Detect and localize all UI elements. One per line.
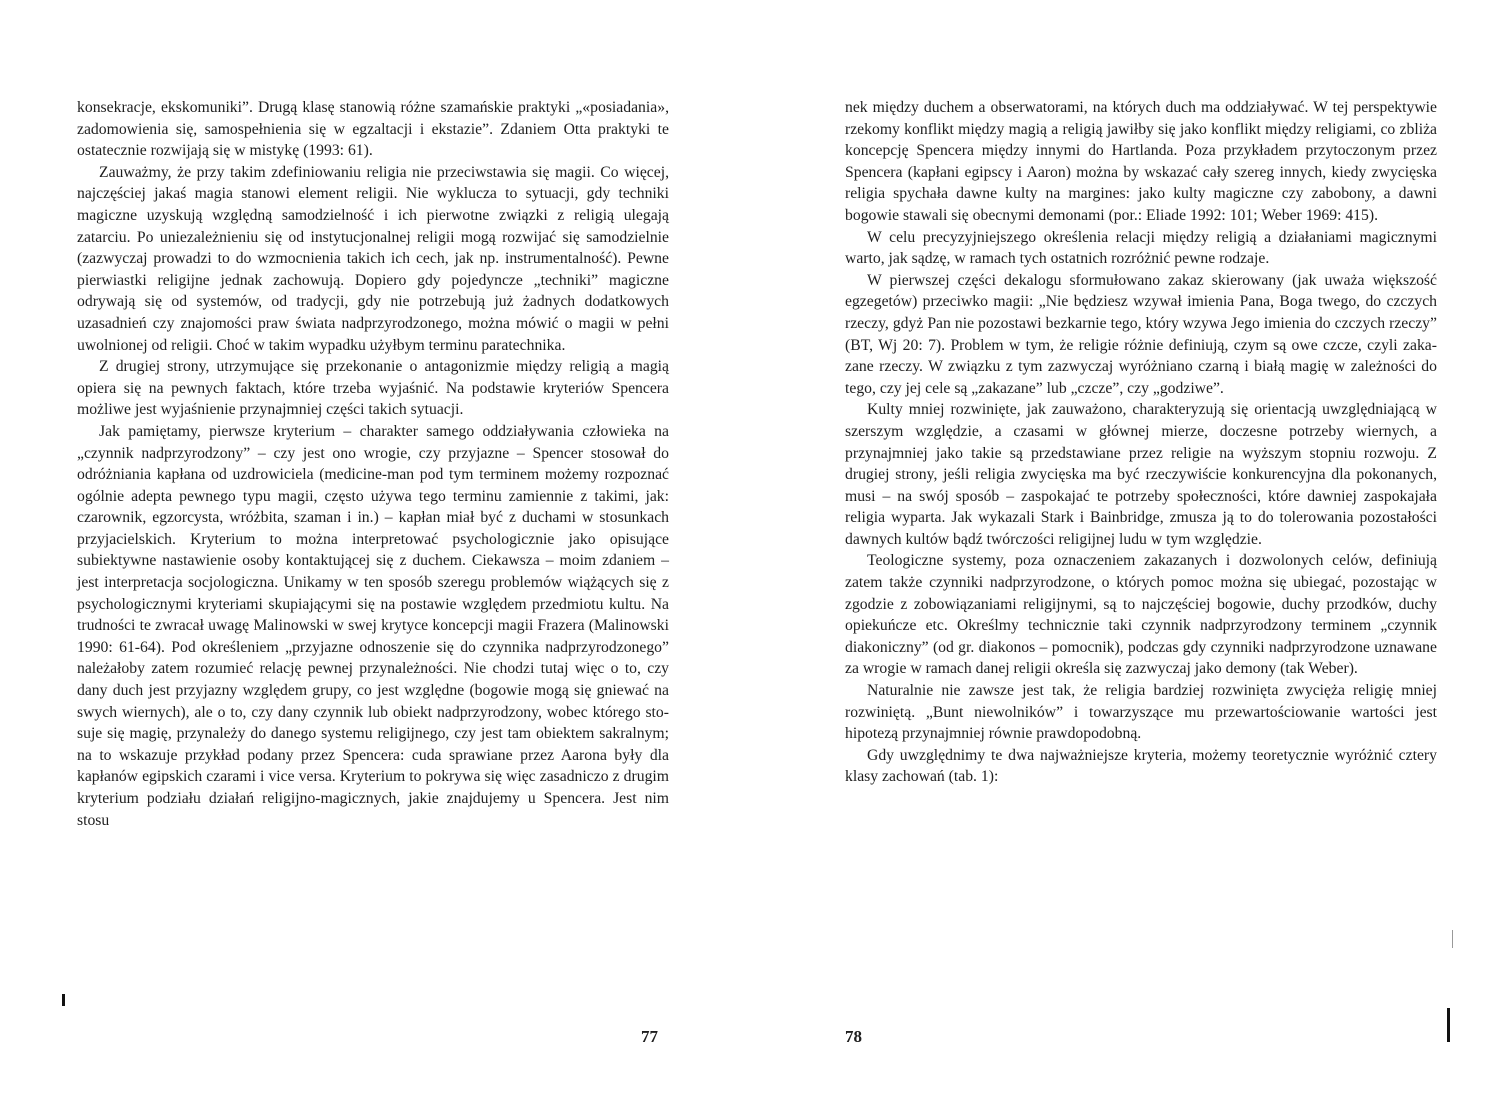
paragraph: Kulty mniej rozwinięte, jak zauważono, charakteryzują się orientacją uwzględniającą w szerszym względzie, a czasami w głównej mierze, doczesne potrzeby wiernych, a przynajmniej jako takie są przedstawiane przez religie na wyższym stopniu rozwoju. Z drugiej strony, jeśli religia zwycięska ma być rzeczywiście konkurencyjna dla pokonanych, musi – na swój sposób – zaspokajać te potrzeby społeczności, które dawniej zaspokajała religia wyparta. Jak wykazali Stark i Bainbridge, zmusza ją to do tolerowania pozostałości dawnych kultów bądź twórczości religijnej ludu w tym względzie. <box>845 401 1437 548</box>
page-number-left: 77 <box>641 1027 658 1046</box>
left-page <box>77 97 669 831</box>
paragraph: nek między duchem a obserwatorami, na których duch ma oddziaływać. W tej perspektywie rzekomy konflikt między magią a religią jawiłby się jako konflikt między religiami, co zbliża koncepcję Spencera między innymi do Hartlanda. Poza przykładem przytoczonym przez Spencera (kapłani egipscy i Aaron) można by wskazać cały szereg innych, kiedy zwycięska religia spychała dawne kulty na margines: jako kulty magiczne czy zabobony, a dawni bogowie stawali się obecnymi demonami (por.: Eliade 1992: 101; Weber 1969: 415). <box>845 99 1437 224</box>
paragraph: Zauważmy, że przy takim zdefiniowaniu religia nie przeciwstawia się magii. Co więcej, najczęściej jakaś magia stanowi element religii. Nie wyklucza to sytuacji, gdy techniki magiczne uzyskują względną samodzielność i ich pierwotne związki z religią ulegają zatarciu. Po uniezależnieniu się od instytucjonalnej religii mogą rozwijać się samodzielnie (zazwyczaj prowadzi to do wzmocnienia takich ich cech, jak np. instrumentalność). Pewne pierwiastki religijne jednak zachowują. Dopiero gdy pojedyncze „techniki” magiczne odrywają się od systemów, od tradycji, gdy nie potrzebują już żadnych dodatkowych uzasadnień czy znajomości praw świata nadprzyrodzonego, można mówić o magii w pełni uwolnionej od religii. Choć w takim wypadku użyłbym terminu paratechnika. <box>77 163 669 354</box>
paragraph: W pierwszej części dekalogu sformułowano zakaz skierowany (jak uważa większość egzegetów) przeciwko magii: „Nie będziesz wzywał imienia Pana, Boga twego, do czczych rzeczy, gdyż Pan nie pozostawi bezkarnie tego, który wzywa Jego imienia do czczych rzeczy” (BT, Wj 20: 7). Problem w tym, że religie różnie definiują, czym są owe czcze, czyli zakazane rzeczy. W związku z tym zazwyczaj wyróżniano czarną i białą magię w zależności do tego, czy jej cele są „zakazane” lub „czcze”, czy „godziwe”. <box>845 271 1437 397</box>
right-page <box>845 97 1437 788</box>
scan-mark <box>62 994 65 1006</box>
paragraph: Gdy uwzględnimy te dwa najważniejsze kryteria, możemy teoretycznie wyróżnić cztery klasy zachowań (tab. 1): <box>845 746 1437 786</box>
paragraph: Teologiczne systemy, poza oznaczeniem zakazanych i dozwolonych celów, definiują zatem także czynniki nadprzyrodzone, o których pomoc można się ubiegać, pozostając w zgodzie z zobowiązaniami religijnymi, są to najczęściej bogowie, duchy przodków, duchy opiekuńcze etc. Określmy technicznie taki czynnik nadprzyrodzony terminem „czynnik diakoniczny” (od gr. diakonos – pomocnik), podczas gdy czynniki nadprzyrodzone uznawane za wrogie w ramach danej religii określa się zazwyczaj jako demony (tak Weber). <box>845 552 1437 678</box>
paragraph: Naturalnie nie zawsze jest tak, że religia bardziej rozwinięta zwycięża religię mniej rozwiniętą. „Bunt niewolników” i towarzyszące mu przewartościowanie wartości jest hipotezą przynajmniej równie prawdopodobną. <box>845 682 1437 743</box>
scan-mark <box>1447 1008 1450 1042</box>
scan-mark <box>1452 930 1453 948</box>
paragraph: Jak pamiętamy, pierwsze kryterium – charakter samego oddziaływania człowieka na „czynnik nadprzyrodzony” – czy jest ono wrogie, czy przyjazne – Spencer stosował do odróżniania kapłana od uzdrowiciela (medicine-man pod tym terminem możemy rozpoznać ogólnie adepta pewnego typu magii, często używa tego terminu zamiennie z takimi, jak: czarownik, egzorcysta, wróżbita, szaman i in.) – kapłan miał być z duchami w stosunkach przyjacielskich. Kryterium to można interpretować psychologicznie jako opisujące subiektywne nastawienie osoby kontaktującej się z duchem. Ciekawsza – moim zdaniem – jest interpretacja socjologiczna. Unikamy w ten sposób szeregu problemów wiążących się z psychologicznymi kryteriami skupiającymi się na postawie względem przedmiotu kultu. Na trudności te zwracał uwagę Malinowski w swej krytyce koncepcji magii Frazera (Malinowski 1990: 61-64). Pod określeniem „przyjazne odnoszenie się do czynnika nadprzyrodzonego” należałoby zatem rozumieć relację pewnej przynależności. Nie chodzi tutaj więc o to, czy dany duch jest przyjazny względem grupy, co jest względne (bogowie mogą się gniewać na swych wiernych), ale o to, czy dany czynnik lub obiekt nadprzyrodzony, wobec którego stosuje się magię, przynależy do danego systemu religijnego, czy jest tam obiektem sakralnym; na to wskazuje przykład podany przez Spencera: cuda sprawiane przez Aarona były dla kapłanów egipskich czarami i vice versa. Kryterium to pokrywa się więc zasadniczo z drugim kryterium podziału działań religijno-magicznych, jakie znajdujemy u Spencera. Jest nim stosu <box>77 422 669 829</box>
paragraph: konsekracje, ekskomuniki”. Drugą klasę stanowią różne szamańskie praktyki „«posiadania», zadomowienia się, samospełnienia się w egzaltacji i ekstazie”. Zdaniem Otta praktyki te ostatecznie rozwijają się w mistykę (1993: 61). <box>77 99 669 160</box>
paragraph: W celu precyzyjniejszego określenia relacji między religią a działaniami magicznymi warto, jak sądzę, w ramach tych ostatnich rozróżnić pewne rodzaje. <box>845 228 1437 268</box>
page-number-right: 78 <box>845 1027 862 1046</box>
paragraph: Z drugiej strony, utrzymujące się przekonanie o antagonizmie między religią a magią opiera się na pewnych faktach, które trzeba wyjaśnić. Na podstawie kryteriów Spencera możliwe jest wyjaśnienie przynajmniej części takich sytuacji. <box>77 358 669 419</box>
